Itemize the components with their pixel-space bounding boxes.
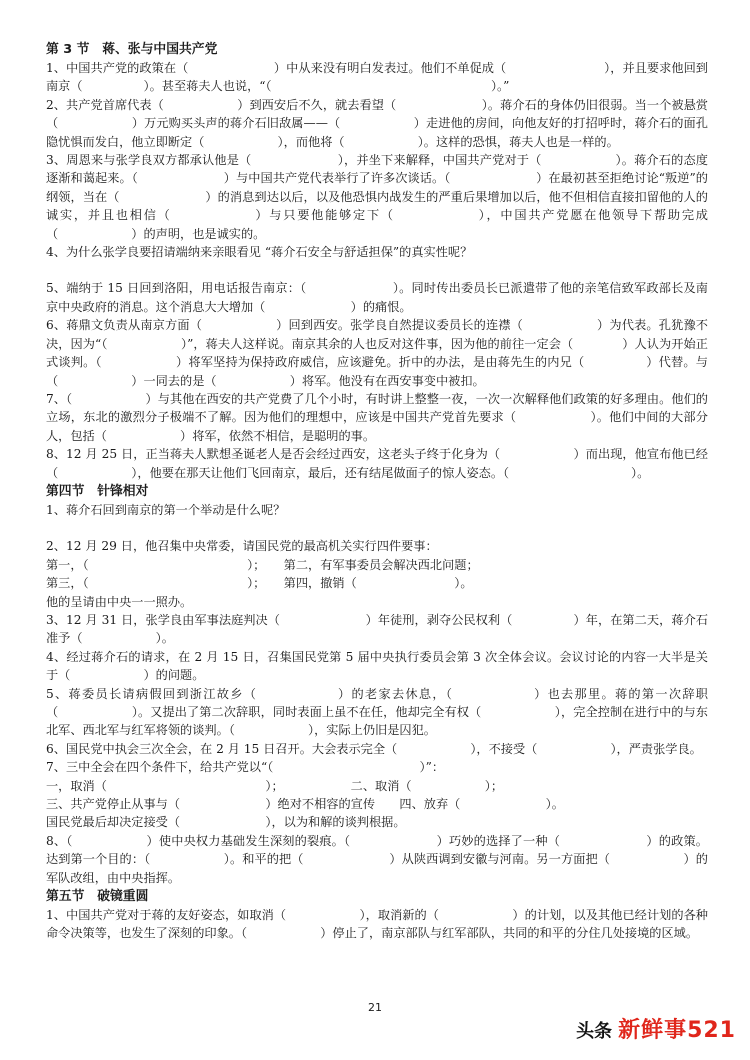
question-line: 2、12 月 29 日，他召集中央常委，请国民党的最高机关实行四件要事： <box>46 539 438 554</box>
question-line: 3、周恩来与张学良双方都承认他是（ ），并坐下来解释，中国共产党对于（ ）。蒋介石的态度逐渐和蔼起来。（ ）与中国共产党代表举行了许多次谈话。（ ）在最初甚至拒绝讨论“叛逆”的纲领，当在（ ）的消息到达以后，以及他恐惧内战发生的严重后果增加以后，他不但相信直接扣留他的人的诚实，并且也相信（ ）与只要他能够定下（ ），中国共产党愿在他领导下帮助完成（ ）的声明，也是诚实的。 <box>46 153 708 241</box>
question-line: 6、国民党中执会三次全会，在 2 月 15 日召开。大会表示完全（ ），不接受（ ），严责张学良。 <box>46 741 702 756</box>
question-line: 国民党最后却决定接受（ ），以为和解的谈判根据。 <box>46 815 406 830</box>
question-line: 3、12 月 31 日，张学良由军事法庭判决（ ）年徒刑，剥夺公民权利（ ）年，在第二天，蒋介石准予（ ）。 <box>46 612 708 646</box>
document-body <box>46 40 708 943</box>
blank-answer-space <box>46 519 708 537</box>
question-line: 8、12 月 25 日，正当蒋夫人默想圣诞老人是否会经过西安，这老头子终于化身为（ ）而出现，他宣布他已经（ ），他要在那天让他们飞回南京，最后，还有结尾做面子的惊人姿态。（ ）。 <box>46 447 708 480</box>
question-line: 1、蒋介石回到南京的第一个举动是什么呢？ <box>46 502 286 517</box>
question-line: 他的呈请由中央一一照办。 <box>46 594 193 609</box>
question-line: 8、（ ）使中央权力基础发生深刻的裂痕。（ ）巧妙的选择了一种（ ）的政策。达到第一个目的：（ ）。和平的把（ ）从陕西调到安徽与河南。另一方面把（ ）的军队改组，由中央指挥。 <box>46 833 708 885</box>
question-line: 第一，（ ）； 第二，有军事委员会解决西北问题； <box>46 557 479 572</box>
question-line: 5、端纳于 15 日回到洛阳，用电话报告南京：（ ）。同时传出委员长已派遣带了他的亲笔信致军政部长及南京中央政府的消息。这个消息大大增加（ ）的痛恨。 <box>46 281 708 314</box>
section-heading: 第五节 破镜重圆 <box>46 889 149 905</box>
question-line: 2、共产党首席代表（ ）到西安后不久，就去看望（ ）。蒋介石的身体仍旧很弱。当一个被悬赏（ ）万元购买头声的蒋介石旧敌属——（ ）走进他的房间，向他友好的打招呼时，蒋介石的面孔隐忧惧而发白，他立即断定（ ），而他将（ ）。这样的恐惧，蒋夫人也是一样的。 <box>46 97 708 149</box>
question-line: 6、蒋鼎文负责从南京方面（ ）回到西安。张学良自然提议委员长的连襟（ ）为代表。孔犹豫不决，因为“（ ）”，蒋夫人这样说。南京其余的人也反对这件事，因为他的前往一定会（ ）人认为开始正式谈判。（ ）将军坚持为保持政府威信，应该避免。折中的办法，是由蒋先生的内兄（ ）代替。与（ ）一同去的是（ ）将军。他没有在西安事变中被扣。 <box>46 318 708 388</box>
question-line: 第三，（ ）； 第四，撤销（ ）。 <box>46 576 473 591</box>
watermark-prefix: 头条 <box>576 1021 613 1042</box>
section-heading: 第四节 针锋相对 <box>46 483 149 499</box>
question-line: 4、经过蒋介石的请求，在 2 月 15 日，召集国民党第 5 届中央执行委员会第 3 次全体会议。会议讨论的内容一大半是关于（ ）的问题。 <box>46 649 708 683</box>
question-line: 7、三中全会在四个条件下，给共产党以“（ ）”： <box>46 760 445 775</box>
question-line: 1、中国共产党的政策在（ ）中从来没有明白发表过。他们不单促成（ ），并且要求他回到南京（ ）。甚至蒋夫人也说，“（ ）。” <box>46 61 708 94</box>
question-line: 三、共产党停止从事与（ ）绝对不相容的宣传 四、放弃（ ）。 <box>46 797 564 812</box>
watermark-name: 新鲜事521 <box>618 1018 736 1043</box>
question-line: 5、蒋委员长请病假回到浙江故乡（ ）的老家去休息，（ ）也去那里。蒋的第一次辞职（ ）。又提出了第二次辞职，同时表面上虽不在任，他却完全有权（ ），完全控制在进行中的与东北军、西北军与红军将领的谈判。（ ），实际上仍旧是囚犯。 <box>46 686 708 738</box>
watermark <box>576 1013 736 1044</box>
blank-answer-space <box>46 261 708 279</box>
page-number: 21 <box>368 1001 382 1014</box>
question-line: 1、中国共产党对于蒋的友好姿态，如取消（ ），取消新的（ ）的计划，以及其他已经计划的各种命令决策等，也发生了深刻的印象。（ ）停止了，南京部队与红军部队，共同的和平的分住几处接境的区域。 <box>46 908 708 941</box>
question-line: 7、（ ）与其他在西安的共产党费了几个小时，有时讲上整整一夜，一次一次解释他们政策的好多理由。他们的立场，东北的激烈分子极端不了解。因为他们的理想中，应该是中国共产党首先要求（ ）。他们中间的大部分人，包括（ ）将军，依然不相信，是聪明的事。 <box>46 391 708 443</box>
question-line: 一，取消（ ）； 二、取消（ ）； <box>46 778 504 793</box>
section-heading: 第 3 节 蒋、张与中国共产党 <box>46 42 218 57</box>
question-line: 4、为什么张学良要招请端纳来亲眼看见 “蒋介石安全与舒适担保”的真实性呢？ <box>46 245 473 260</box>
